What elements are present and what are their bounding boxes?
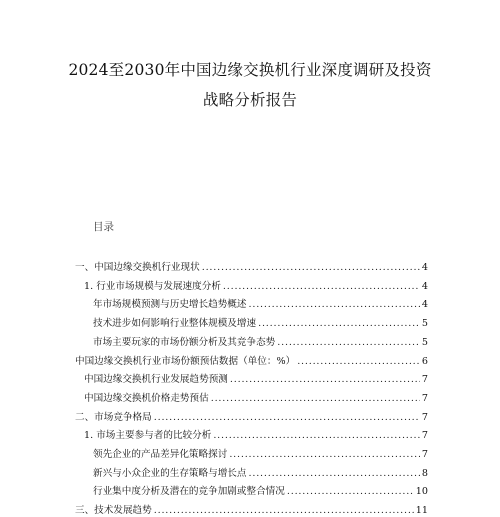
toc-entry[interactable]: [93, 312, 428, 330]
toc-entry[interactable]: [93, 480, 428, 498]
toc-entry-label: 二、市场竞争格局: [75, 411, 152, 423]
report-title-line-1: 2024至2030年中国边缘交换机行业深度调研及投资: [68, 61, 432, 79]
toc-entry[interactable]: [84, 275, 428, 293]
toc-entry[interactable]: [75, 350, 428, 368]
toc-entry[interactable]: [84, 424, 428, 442]
toc-entry-label: 三、技术发展趋势: [75, 505, 152, 517]
toc-leader-dots: [297, 356, 420, 368]
toc-entry-label: 行业集中度分析及潜在的竞争加剧或整合情况: [93, 486, 285, 498]
toc-leader-dots: [229, 449, 420, 461]
toc-heading: 目录: [93, 221, 114, 233]
toc-entry[interactable]: [93, 462, 428, 480]
toc-entry[interactable]: [93, 443, 428, 461]
toc-entry[interactable]: [75, 256, 428, 274]
toc-leader-dots: [249, 299, 420, 311]
toc-entry-page: 7: [421, 430, 428, 442]
toc-leader-dots: [154, 412, 420, 424]
toc-entry-page: 10: [415, 486, 428, 498]
toc-entry-label: 技术进步如何影响行业整体规模及增速: [93, 318, 257, 330]
toc-leader-dots: [211, 393, 420, 405]
toc-entry-page: 8: [421, 467, 428, 479]
toc-entry[interactable]: [75, 499, 428, 517]
toc-entry-label: 1. 市场主要参与者的比较分析: [84, 430, 212, 442]
toc-leader-dots: [230, 374, 420, 386]
toc-entry-page: 5: [421, 318, 428, 330]
toc-entry-label: 新兴与小众企业的生存策略与增长点: [93, 467, 247, 479]
toc-entry[interactable]: [93, 331, 428, 349]
toc-entry-label: 市场主要玩家的市场份额分析及其竞争态势: [93, 336, 276, 348]
toc-entry-label: 1. 行业市场规模与发展速度分析: [84, 280, 221, 292]
toc-entry-page: 7: [421, 449, 428, 460]
toc-leader-dots: [154, 505, 414, 517]
toc-entry-page: 4: [421, 280, 428, 292]
toc-leader-dots: [249, 468, 420, 480]
report-title-line-2: 战略分析报告: [202, 91, 298, 109]
toc-entry-page: 4: [421, 299, 428, 311]
toc-entry-label: 中国边缘交换机价格走势预估: [84, 392, 209, 404]
toc-entry-page: 6: [421, 355, 428, 367]
toc-entry[interactable]: [75, 406, 428, 424]
toc-entry[interactable]: [84, 387, 428, 405]
toc-entry-label: 年市场规模预测与历史增长趋势概述: [93, 299, 247, 311]
toc-entry-page: 5: [421, 336, 428, 348]
toc-entry-page: 7: [421, 392, 428, 404]
toc-leader-dots: [213, 430, 420, 442]
toc-entry-label: 中国边缘交换机行业市场份额预估数据（单位：%）: [75, 355, 296, 367]
toc-entry-label: 一、中国边缘交换机行业现状: [75, 262, 200, 273]
toc-leader-dots: [202, 262, 420, 274]
toc-entry-page: 7: [421, 411, 428, 423]
toc-leader-dots: [223, 281, 420, 293]
toc-entry[interactable]: [93, 293, 428, 311]
toc-leader-dots: [287, 486, 414, 498]
toc-entry[interactable]: [84, 368, 428, 386]
toc-leader-dots: [277, 337, 420, 349]
toc-entry-page: 11: [415, 505, 428, 517]
toc-leader-dots: [258, 318, 420, 330]
toc-entry-page: 7: [421, 374, 428, 386]
toc-entry-label: 中国边缘交换机行业发展趋势预测: [84, 374, 228, 386]
toc-entry-label: 领先企业的产品差异化策略探讨: [93, 449, 228, 460]
toc-entry-page: 4: [421, 262, 428, 273]
